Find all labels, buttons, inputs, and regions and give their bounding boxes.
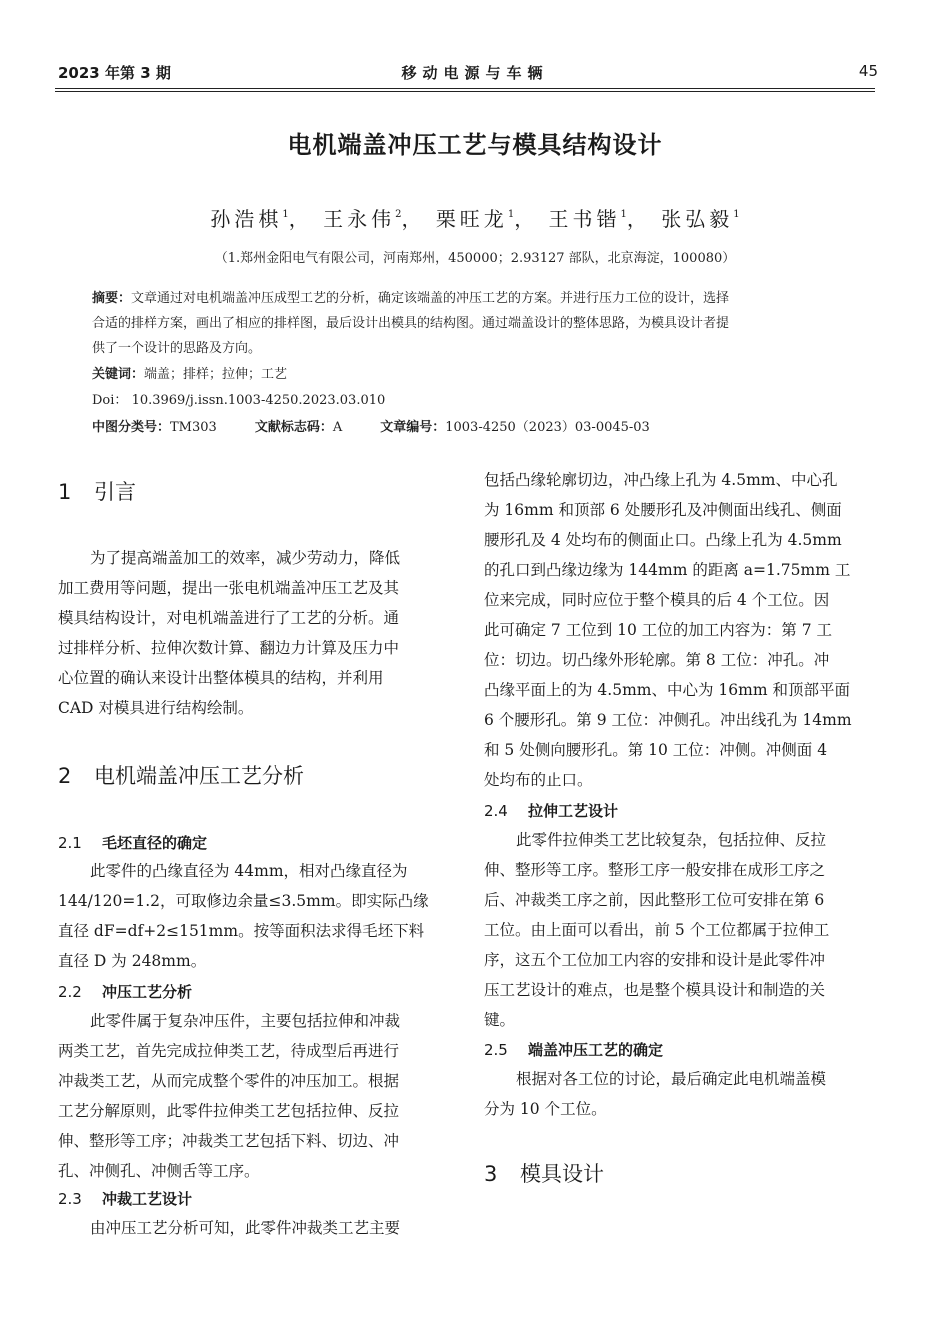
subsection-2-3-continued: [484, 465, 870, 795]
author: 张弘毅: [661, 207, 734, 231]
abstract-line-3: 供了一个设计的思路及方向。: [92, 341, 262, 356]
header-rule-thin: [55, 91, 875, 92]
subsection-number: 2.5: [484, 1041, 508, 1059]
section-number: 1: [58, 480, 72, 504]
section-title: 引言: [94, 480, 136, 504]
paragraph-line: 为 16mm 和顶部 6 处腰形孔及冲侧面出线孔、侧面: [484, 501, 842, 519]
paragraph-line: 的孔口到凸缘边缘为 144mm 的距离 a=1.75mm 工: [484, 561, 851, 579]
clc-label: 中图分类号：: [92, 420, 171, 435]
paragraph-line: 此零件拉伸类工艺比较复杂，包括拉伸、反拉: [516, 831, 827, 849]
clc-value: TM303: [170, 420, 217, 435]
abstract-line-2: 合适的排样方案，画出了相应的排样图，最后设计出模具的结构图。通过端盖设计的整体思路，为模具设计者提: [92, 316, 730, 331]
paragraph-line: 为了提高端盖加工的效率，减少劳动力，降低: [90, 549, 401, 567]
section-1-heading: [58, 476, 136, 506]
paragraph-line: 伸、整形等工序；冲裁类工艺包括下料、切边、冲: [58, 1132, 400, 1150]
subsection-title: 冲裁工艺设计: [102, 1190, 193, 1208]
abstract-label: 摘要：: [92, 291, 132, 306]
author-affil-mark: 1: [733, 209, 740, 220]
paragraph-line: 此可确定 7 工位到 10 工位的加工内容为：第 7 工: [484, 621, 833, 639]
paragraph-line: 包括凸缘轮廓切边，冲凸缘上孔为 4.5mm、中心孔: [484, 471, 838, 489]
article-title: 电机端盖冲压工艺与模具结构设计: [287, 131, 663, 159]
subsection-title: 冲压工艺分析: [102, 983, 193, 1001]
paragraph-line: 6 个腰形孔。第 9 工位：冲侧孔。冲出线孔为 14mm: [484, 711, 852, 729]
subsection-number: 2.2: [58, 983, 82, 1001]
subsection-2-2-body: [58, 1006, 448, 1186]
paragraph-line: 位：切边。切凸缘外形轮廓。第 8 工位：冲孔。冲: [484, 651, 830, 669]
article-number-label: 文章编号：: [380, 420, 446, 435]
paragraph-line: 根据对各工位的讨论，最后确定此电机端盖模: [516, 1070, 827, 1088]
paragraph-line: 孔、冲侧孔、冲侧舌等工序。: [58, 1162, 260, 1180]
keywords-text: 端盖；排样；拉伸；工艺: [144, 367, 288, 382]
section-2-heading: [58, 760, 304, 790]
paragraph-line: 直径 D 为 248mm。: [58, 952, 207, 970]
paragraph-line: 两类工艺，首先完成拉伸类工艺，待成型后再进行: [58, 1042, 400, 1060]
author: 王书锴: [548, 207, 621, 231]
paragraph-line: CAD 对模具进行结构绘制。: [58, 699, 254, 717]
paragraph-line: 处均布的止口。: [484, 771, 593, 789]
author: 王永伟: [323, 207, 396, 231]
paragraph-line: 压工艺设计的难点，也是整个模具设计和制造的关: [484, 981, 826, 999]
doi-value: 10.3969/j.issn.1003-4250.2023.03.010: [131, 393, 386, 408]
doi: [92, 388, 842, 413]
article-number-value: 1003-4250（2023）03-0045-03: [445, 420, 650, 435]
section-title: 电机端盖冲压工艺分析: [94, 764, 304, 788]
paragraph-line: 键。: [484, 1011, 516, 1029]
paragraph-line: 由冲压工艺分析可知，此零件冲裁类工艺主要: [90, 1219, 401, 1237]
paragraph-line: 后、冲裁类工序之前，因此整形工位可安排在第 6: [484, 891, 825, 909]
paragraph-line: 心位置的确认来设计出整体模具的结构，并利用: [58, 669, 384, 687]
journal-name: 移动电源与车辆: [401, 64, 549, 82]
paragraph-line: 144/120=1.2，可取修边余量≤3.5mm。即实际凸缘: [58, 892, 429, 910]
paragraph-line: 模具结构设计，对电机端盖进行了工艺的分析。通: [58, 609, 400, 627]
author-affil-mark: 2: [395, 209, 402, 220]
keywords: [92, 362, 842, 387]
section-1-body: [58, 543, 448, 723]
section-title: 模具设计: [520, 1162, 604, 1186]
paragraph-line: 和 5 处侧向腰形孔。第 10 工位：冲侧。冲侧面 4: [484, 741, 828, 759]
paragraph-line: 伸、整形等工序。整形工序一般安排在成形工序之: [484, 861, 826, 879]
classification-line: [92, 415, 842, 440]
author-affil-mark: 1: [620, 209, 627, 220]
paragraph-line: 直径 dF=df+2≤151mm。按等面积法求得毛坯下料: [58, 922, 425, 940]
subsection-2-3-heading: [58, 1188, 192, 1209]
subsection-2-5-body: [484, 1064, 870, 1124]
author: 孙浩棋: [210, 207, 283, 231]
header-rule: [55, 88, 875, 89]
author-affil-mark: 1: [282, 209, 289, 220]
doc-code-label: 文献标志码：: [254, 420, 333, 435]
subsection-2-4-heading: [484, 800, 618, 821]
paragraph-line: 冲裁类工艺，从而完成整个零件的冲压加工。根据: [58, 1072, 400, 1090]
subsection-number: 2.1: [58, 834, 82, 852]
author-list: 孙浩棋$^1$， 王永伟$^2$， 栗旺龙$^1$， 王书锴$^1$， 张弘毅$^1$: [210, 207, 740, 231]
section-3-heading: [484, 1158, 604, 1188]
abstract: [92, 286, 842, 361]
paragraph-line: 凸缘平面上的为 4.5mm、中心为 16mm 和顶部平面: [484, 681, 850, 699]
paragraph-line: 过排样分析、拉伸次数计算、翻边力计算及压力中: [58, 639, 400, 657]
paragraph-line: 工位。由上面可以看出，前 5 个工位都属于拉伸工: [484, 921, 830, 939]
paragraph-line: 此零件的凸缘直径为 44mm，相对凸缘直径为: [90, 862, 408, 880]
paragraph-line: 此零件属于复杂冲压件，主要包括拉伸和冲裁: [90, 1012, 401, 1030]
page-number: 45: [858, 62, 878, 80]
section-number: 2: [58, 764, 72, 788]
abstract-line-1: [92, 286, 842, 311]
issue-label: 2023 年第 3 期: [58, 64, 171, 82]
subsection-title: 毛坯直径的确定: [102, 834, 208, 852]
paragraph-line: 加工费用等问题，提出一张电机端盖冲压工艺及其: [58, 579, 400, 597]
subsection-2-4-body: [484, 825, 870, 1035]
abstract-text: 文章通过对电机端盖冲压成型工艺的分析，确定该端盖的冲压工艺的方案。并进行压力工位的设计，选择: [131, 291, 730, 306]
affiliation: （1.郑州金阳电气有限公司，河南郑州，450000；2.93127 部队，北京海淀，100080）: [214, 251, 736, 266]
subsection-title: 端盖冲压工艺的确定: [528, 1041, 664, 1059]
subsection-title: 拉伸工艺设计: [528, 802, 619, 820]
subsection-2-5-heading: [484, 1039, 663, 1060]
subsection-2-1-heading: [58, 832, 207, 853]
paragraph-line: 序，这五个工位加工内容的安排和设计是此零件冲: [484, 951, 826, 969]
subsection-2-1-body: [58, 856, 448, 976]
author: 栗旺龙: [435, 207, 508, 231]
author-affil-mark: 1: [507, 209, 515, 220]
doi-label: Doi：: [92, 393, 128, 408]
paragraph-line: 分为 10 个工位。: [484, 1100, 607, 1118]
paragraph-line: 工艺分解原则，此零件拉伸类工艺包括拉伸、反拉: [58, 1102, 400, 1120]
keywords-label: 关键词：: [92, 367, 145, 382]
subsection-number: 2.4: [484, 802, 508, 820]
subsection-2-3-body: [58, 1213, 448, 1243]
paragraph-line: 腰形孔及 4 处均布的侧面止口。凸缘上孔为 4.5mm: [484, 531, 842, 549]
section-number: 3: [484, 1162, 498, 1186]
subsection-2-2-heading: [58, 981, 192, 1002]
doc-code-value: A: [332, 420, 343, 435]
subsection-number: 2.3: [58, 1190, 82, 1208]
paragraph-line: 位来完成，同时应位于整个模具的后 4 个工位。因: [484, 591, 830, 609]
